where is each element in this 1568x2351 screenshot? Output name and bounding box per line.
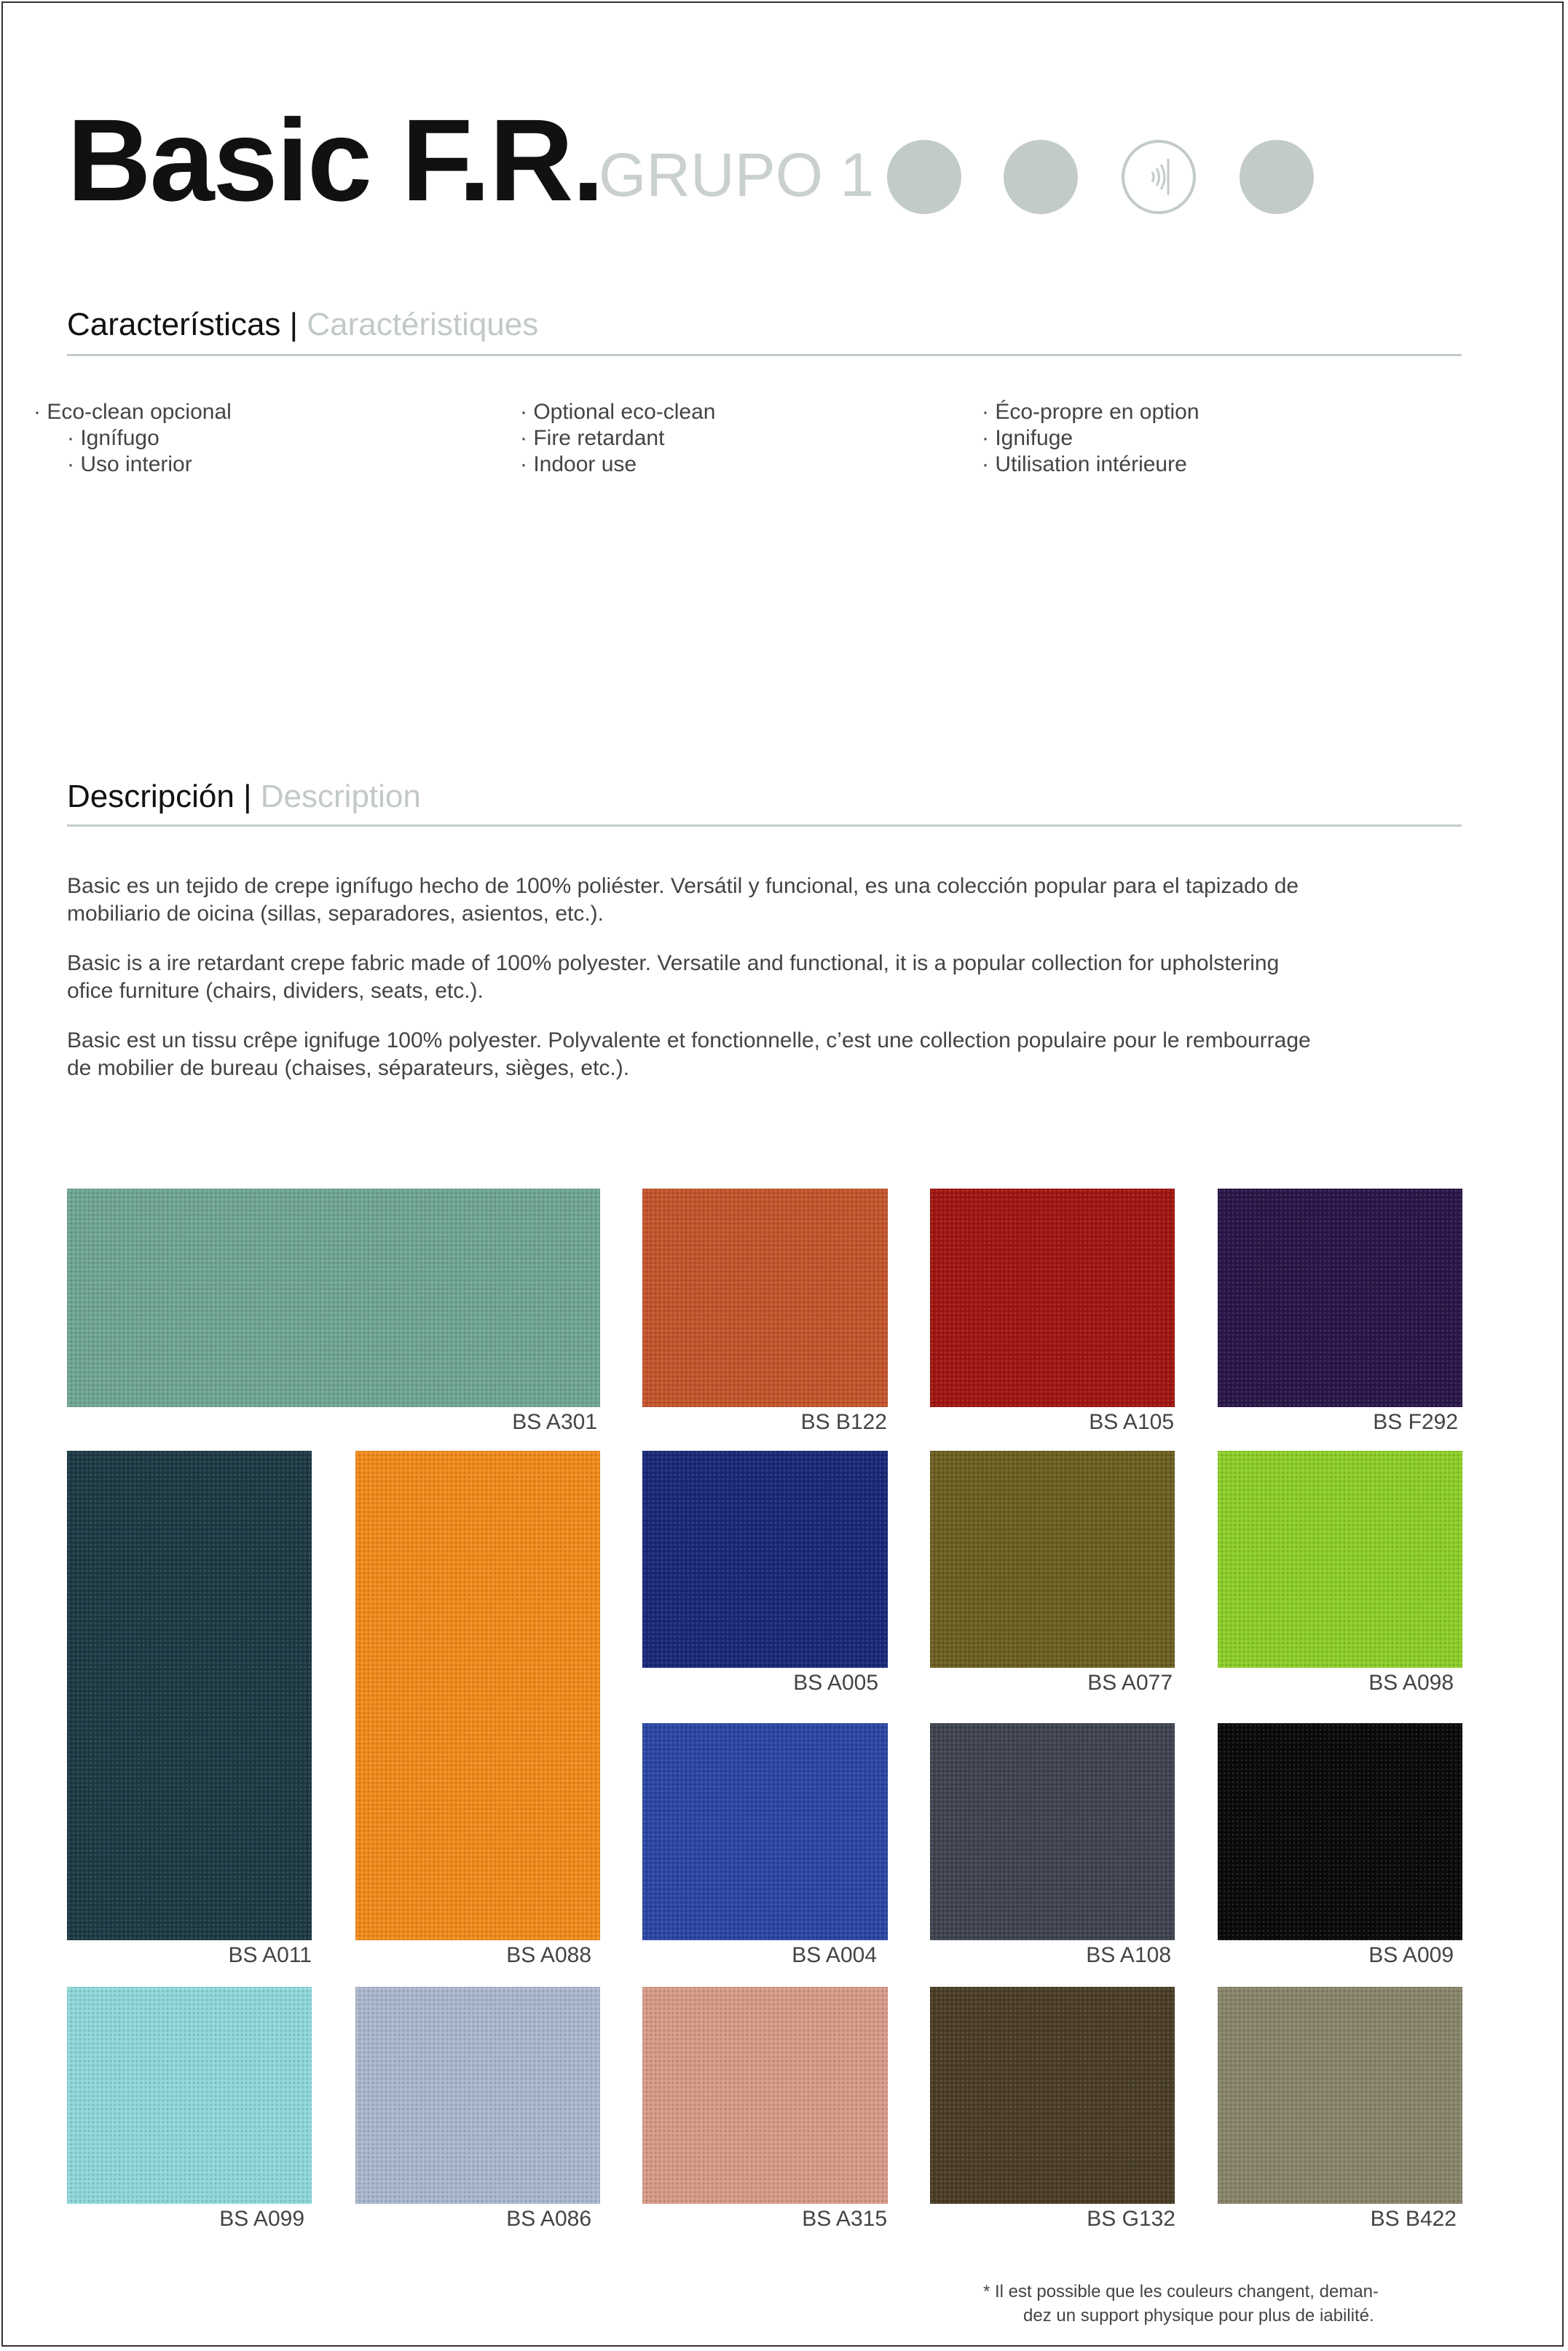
swatch-code: BS A315 (802, 2207, 887, 2231)
paragraph-line: Basic est un tissu crêpe ignifuge 100% polyester. Polyvalente et fonctionnelle, c’est une collection populaire pour le rembourrage (67, 1028, 1311, 1052)
description-paragraph-en (67, 950, 1349, 1005)
swatch-code: BS A004 (792, 1943, 877, 1967)
features-list-fr (982, 399, 1199, 478)
list-item: · Uso interior (67, 452, 192, 476)
features-list-en (520, 399, 715, 478)
description-heading-en: Description (260, 779, 421, 814)
footnote-line: * Il est possible que les couleurs changent, deman- (983, 2282, 1379, 2301)
list-item: · Ignífugo (67, 426, 159, 450)
page-title: Basic F.R. (67, 95, 603, 225)
description-paragraph-es (67, 873, 1349, 928)
fabric-swatch (1218, 1451, 1462, 1668)
swatch-code: BS A098 (1368, 1671, 1454, 1695)
swatch-code: BS B422 (1370, 2207, 1457, 2231)
features-list-es (34, 399, 232, 478)
fabric-swatch (930, 1723, 1175, 1940)
fabric-swatch (1218, 1723, 1462, 1940)
swatch-code: BS A086 (506, 2207, 591, 2231)
list-item: · Fire retardant (520, 426, 665, 450)
swatch-code: BS A009 (1368, 1943, 1454, 1967)
fabric-swatch (930, 1189, 1175, 1407)
list-item: · Éco-propre en option (982, 400, 1199, 424)
section-divider (67, 824, 1462, 827)
description-heading (67, 781, 421, 813)
swatch-code: BS A011 (228, 1943, 312, 1967)
fabric-swatch (67, 1451, 312, 1940)
swatch-code: BS A005 (793, 1671, 878, 1695)
features-heading (67, 309, 538, 341)
swatch-code: BS A105 (1089, 1410, 1174, 1434)
footnote-line: dez un support physique pour plus de iabilité. (1023, 2306, 1374, 2326)
fabric-swatch (642, 1189, 888, 1407)
badge-circle-icon (887, 140, 961, 214)
heading-separator: | (289, 307, 299, 342)
paragraph-line: ofice furniture (chairs, dividers, seats, etc.). (67, 979, 484, 1003)
fabric-swatch (355, 1987, 600, 2204)
list-item: · Optional eco-clean (520, 400, 716, 424)
heading-separator: | (243, 779, 252, 814)
swatch-code: BS A077 (1087, 1671, 1173, 1695)
paragraph-line: Basic is a ire retardant crepe fabric made of 100% polyester. Versatile and functional, it is a popular collection for upholstering (67, 951, 1280, 975)
paragraph-line: de mobilier de bureau (chaises, séparateurs, sièges, etc.). (67, 1056, 630, 1080)
group-label: GRUPO 1 (599, 141, 875, 209)
color-disclaimer (983, 2280, 1379, 2328)
fabric-swatch (642, 1451, 888, 1668)
swatch-code: BS A301 (512, 1410, 597, 1434)
swatch-code: BS B122 (800, 1410, 887, 1434)
fabric-swatch (642, 1987, 888, 2204)
badge-circle-icon (1004, 140, 1078, 214)
fabric-swatch (1218, 1987, 1462, 2204)
fabric-swatch (1218, 1189, 1462, 1407)
swatch-code: BS G132 (1087, 2207, 1175, 2231)
description-paragraph-fr (67, 1027, 1349, 1082)
list-item: · Eco-clean opcional (34, 400, 232, 424)
list-item: · Utilisation intérieure (982, 452, 1187, 476)
features-heading-es: Características (67, 307, 281, 342)
sound-absorption-icon (1122, 140, 1196, 214)
swatch-code: BS A099 (219, 2207, 304, 2231)
fabric-swatch (642, 1723, 888, 1940)
fabric-swatch (67, 1987, 312, 2204)
list-item: · Indoor use (520, 452, 637, 476)
swatch-code: BS A108 (1086, 1943, 1171, 1967)
description-heading-es: Descripción (67, 779, 235, 814)
badge-circle-icon (1240, 140, 1314, 214)
paragraph-line: Basic es un tejido de crepe ignífugo hecho de 100% poliéster. Versátil y funcional, es una colección popular para el tapizado de (67, 874, 1299, 898)
fabric-swatch (930, 1987, 1175, 2204)
section-divider (67, 354, 1462, 356)
swatch-code: BS F292 (1373, 1410, 1458, 1434)
list-item: · Ignifuge (982, 426, 1073, 450)
paragraph-line: mobiliario de oicina (sillas, separadores, asientos, etc.). (67, 902, 604, 926)
fabric-swatch (355, 1451, 600, 1940)
fabric-swatch (67, 1189, 600, 1407)
features-heading-fr: Caractéristiques (307, 307, 539, 342)
fabric-swatch (930, 1451, 1175, 1668)
swatch-code: BS A088 (506, 1943, 591, 1967)
